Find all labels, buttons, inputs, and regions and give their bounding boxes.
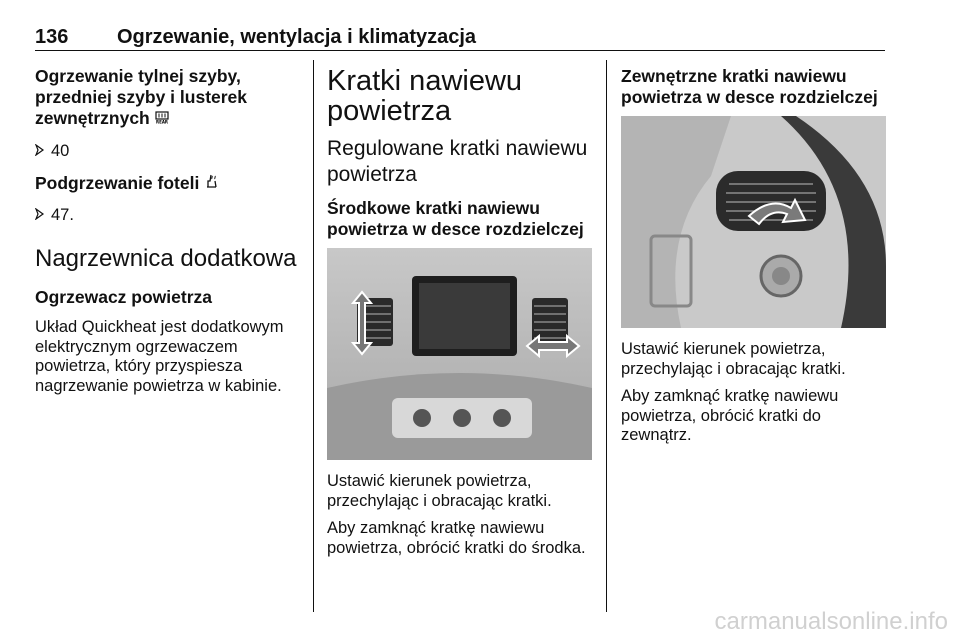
outer-vents-heading: Zewnętrzne kratki nawiewu powietrza w desce rozdzielczej (621, 66, 878, 107)
seat-heating-icon (204, 173, 220, 193)
outer-vents-para-2: Aby zamknąć kratkę nawiewu powietrza, obrócić kratki do zewnątrz. (621, 387, 839, 444)
center-vents-para-2: Aby zamknąć kratkę nawiewu powietrza, obrócić kratki do środka. (327, 519, 586, 557)
center-vents-photo (327, 248, 592, 460)
column-2 (327, 66, 595, 558)
air-heater-text: Układ Quickheat jest dodatkowym elektrycznym ogrzewaczem powietrza, który przyspiesza nagrzewanie powietrza w kabinie. (35, 318, 284, 395)
outer-vents-para-1: Ustawić kierunek powietrza, przechylając i obracając kratki. (621, 340, 846, 378)
page-header (35, 26, 885, 51)
page-reference-icon (35, 206, 45, 225)
column-1 (35, 66, 300, 396)
seat-heating-reference[interactable]: 47. (35, 206, 300, 225)
svg-text:REAR: REAR (155, 119, 168, 124)
adjustable-vents-heading: Regulowane kratki nawiewu powietrza (327, 137, 588, 186)
aux-heating-heading: Nagrzewnica dodatkowa (35, 245, 297, 272)
page-reference-icon (35, 142, 45, 161)
air-heater-heading: Ogrzewacz powietrza (35, 287, 212, 307)
center-vents-para-1: Ustawić kierunek powietrza, przechylając i obracając kratki. (327, 472, 552, 510)
rear-heating-reference[interactable]: 40 (35, 142, 300, 161)
center-vents-heading: Środkowe kratki nawiewu powietrza w desce rozdzielczej (327, 198, 584, 239)
column-divider-2 (606, 60, 607, 612)
watermark: carmanualsonline.info (714, 608, 948, 635)
column-3 (621, 66, 889, 446)
page-number: 136 (35, 26, 69, 48)
air-vents-heading: Kratki nawiewu powietrza (327, 65, 523, 127)
page-title: Ogrzewanie, wentylacja i klimatyzacja (117, 26, 477, 48)
rear-heating-heading: Ogrzewanie tylnej szyby, przedniej szyby i lusterek zewnętrznych REAR (35, 66, 248, 128)
seat-heating-heading: Podgrzewanie foteli (35, 173, 300, 194)
outer-vents-photo (621, 116, 886, 328)
rear-window-heating-icon (155, 111, 169, 128)
column-divider-1 (313, 60, 314, 612)
